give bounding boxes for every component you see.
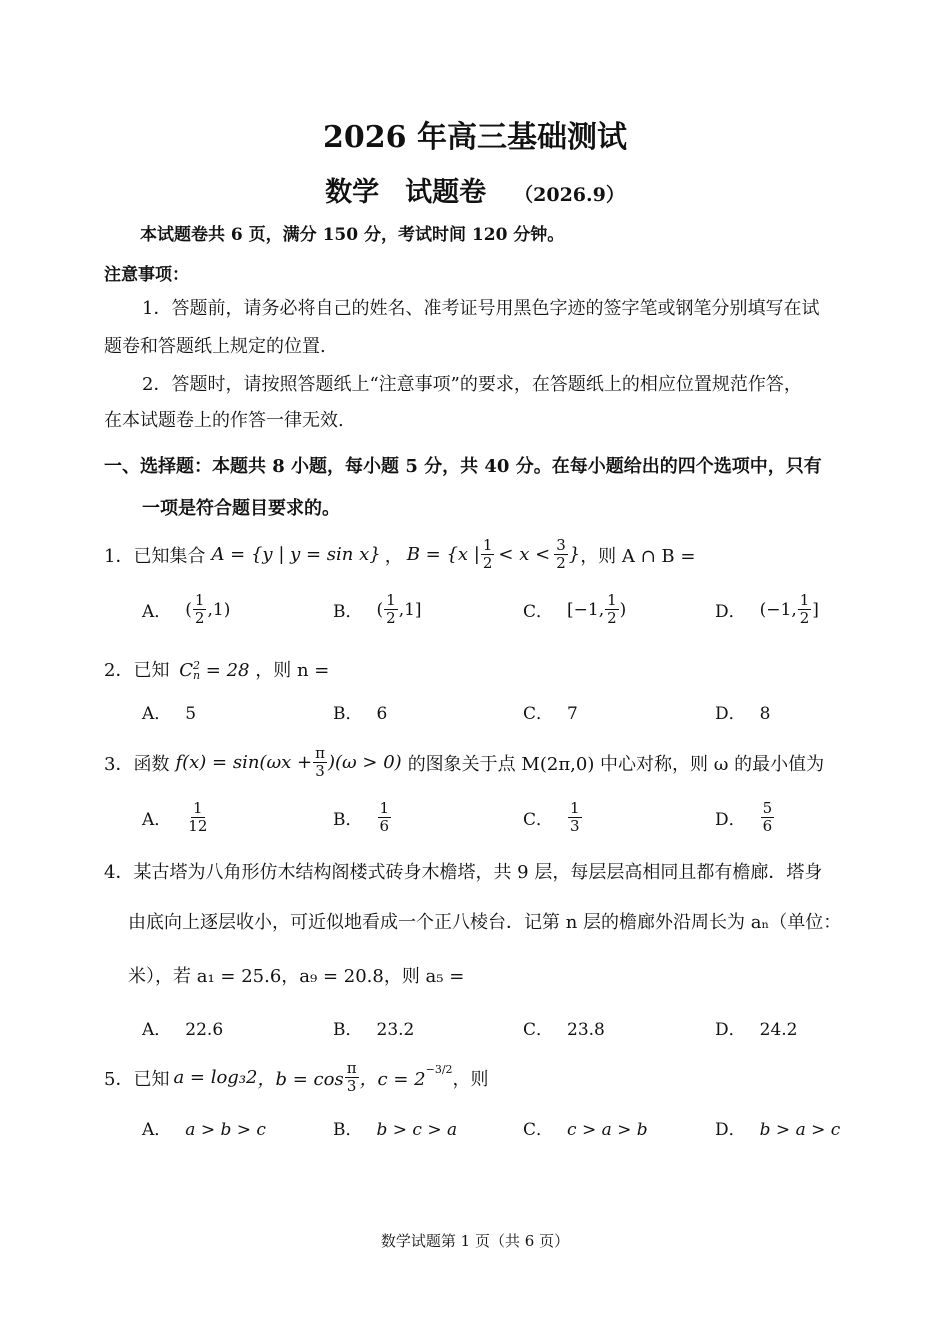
q5-c-exponent: −3/2 — [425, 1063, 453, 1076]
q3-function-pre: f(x) = sin(ωx + — [175, 752, 313, 773]
q3-option-b[interactable]: B． $\frac{1}{6}$ — [333, 799, 390, 835]
q4-option-c[interactable]: C． 23.8 — [523, 1020, 605, 1040]
q3-fraction: $\frac{\pi}{3}$ — [315, 744, 325, 780]
q2-option-a[interactable]: A． 5 — [142, 704, 197, 724]
section-1-heading-line-1: 一、选择题：本题共 8 小题，每小题 5 分，共 40 分。在每小题给出的四个选项中，只有 — [104, 456, 822, 477]
q1-set-b-pre: B = {x | — [406, 544, 480, 565]
question-4-line-3: 米），若 a₁ = 25.6，a₉ = 20.8，则 a₅ = — [128, 966, 465, 987]
q4-option-d[interactable]: D． 24.2 — [715, 1020, 798, 1040]
q5-prefix: 5．已知 — [104, 1068, 170, 1090]
notice-heading: 注意事项： — [104, 265, 189, 285]
notice-item-1-line-2: 题卷和答题纸上规定的位置. — [104, 336, 326, 357]
q3-suffix: 的图象关于点 M(2π,0) 中心对称，则 ω 的最小值为 — [407, 753, 825, 775]
q1-comma: ， — [384, 545, 403, 567]
section-1-heading-line-2: 一项是符合题目要求的。 — [142, 498, 340, 519]
subject-label: 数学 — [325, 177, 380, 208]
q3-option-a[interactable]: A． $\frac{1}{12}$ — [142, 799, 208, 835]
q1-option-b[interactable]: B． ( $\frac{1}{2}$ ,1] — [333, 591, 422, 627]
q1-set-b-mid: < x < — [498, 544, 551, 565]
q2-option-c[interactable]: C． 7 — [523, 704, 578, 724]
q1-set-a: A = {y | y = sin x} — [211, 544, 381, 565]
paper-label: 试题卷 — [405, 177, 487, 208]
q1-option-d[interactable]: D． (−1, $\frac{1}{2}$ ] — [715, 591, 819, 627]
q5-option-d[interactable]: D． b > a > c — [715, 1120, 841, 1140]
question-4-line-1: 4．某古塔为八角形仿木结构阁楼式砖身木檐塔，共 9 层，每层层高相同且都有檐廊．塔身 — [104, 862, 823, 883]
q4-option-b[interactable]: B． 23.2 — [333, 1020, 415, 1040]
q5-b-expression: ，b = cos — [257, 1068, 344, 1090]
notice-item-1-line-1: 1．答题前，请务必将自己的姓名、准考证号用黑色字迹的签字笔或钢笔分别填写在试 — [142, 298, 820, 319]
q1-prefix: 1．已知集合 — [104, 545, 206, 567]
q2-prefix: 2．已知 — [104, 660, 170, 681]
q3-option-c[interactable]: C． $\frac{1}{3}$ — [523, 799, 580, 835]
q4-option-a[interactable]: A． 22.6 — [142, 1020, 224, 1040]
page-footer: 数学试题第 1 页（共 6 页） — [380, 1232, 570, 1250]
q5-fraction: $\frac{\pi}{3}$ — [346, 1059, 357, 1095]
q3-function-post: )(ω > 0) — [327, 752, 402, 773]
q3-option-d[interactable]: D． $\frac{5}{6}$ — [715, 799, 773, 835]
q1-suffix: ，则 A ∩ B = — [580, 545, 696, 567]
q5-option-a[interactable]: A． a > b > c — [142, 1120, 266, 1140]
q3-prefix: 3．函数 — [104, 753, 170, 775]
question-5-stem — [104, 1060, 489, 1095]
intro-text: 本试题卷共 6 页，满分 150 分，考试时间 120 分钟。 — [140, 225, 565, 245]
page-title: 2026 年高三基础测试 — [323, 120, 627, 155]
question-2-stem — [104, 656, 329, 682]
q1-option-c[interactable]: C． [−1, $\frac{1}{2}$ ) — [523, 591, 627, 627]
page-subtitle — [0, 170, 950, 209]
q1-option-a[interactable]: A． ( $\frac{1}{2}$ ,1) — [142, 591, 231, 627]
q2-option-d[interactable]: D． 8 — [715, 704, 771, 724]
notice-item-2-line-2: 在本试题卷上的作答一律无效. — [104, 410, 344, 431]
q5-suffix: ，则 — [452, 1068, 489, 1090]
question-1-stem — [104, 537, 695, 572]
q5-c-expression: ，c = 2 — [359, 1068, 426, 1090]
q1-fraction-2: $\frac{3}{2}$ — [556, 536, 566, 572]
q5-a-expression: a = log₃2 — [173, 1067, 258, 1088]
q2-expression: C 2 n = 28 — [179, 659, 250, 682]
q2-option-b[interactable]: B． 6 — [333, 704, 388, 724]
question-4-line-2: 由底向上逐层收小，可近似地看成一个正八棱台．记第 n 层的檐廊外沿周长为 aₙ（单位： — [128, 912, 842, 933]
q5-option-c[interactable]: C． c > a > b — [523, 1120, 648, 1140]
q1-set-b-post: } — [568, 544, 581, 565]
q1-fraction-1: $\frac{1}{2}$ — [482, 536, 493, 572]
question-3-stem — [104, 745, 824, 780]
q5-option-b[interactable]: B． b > c > a — [333, 1120, 458, 1140]
notice-item-2-line-1: 2．答题时，请按照答题纸上“注意事项”的要求，在答题纸上的相应位置规范作答， — [142, 374, 802, 395]
q2-suffix: ，则 n = — [255, 660, 330, 681]
exam-date: （2026.9） — [514, 184, 625, 206]
